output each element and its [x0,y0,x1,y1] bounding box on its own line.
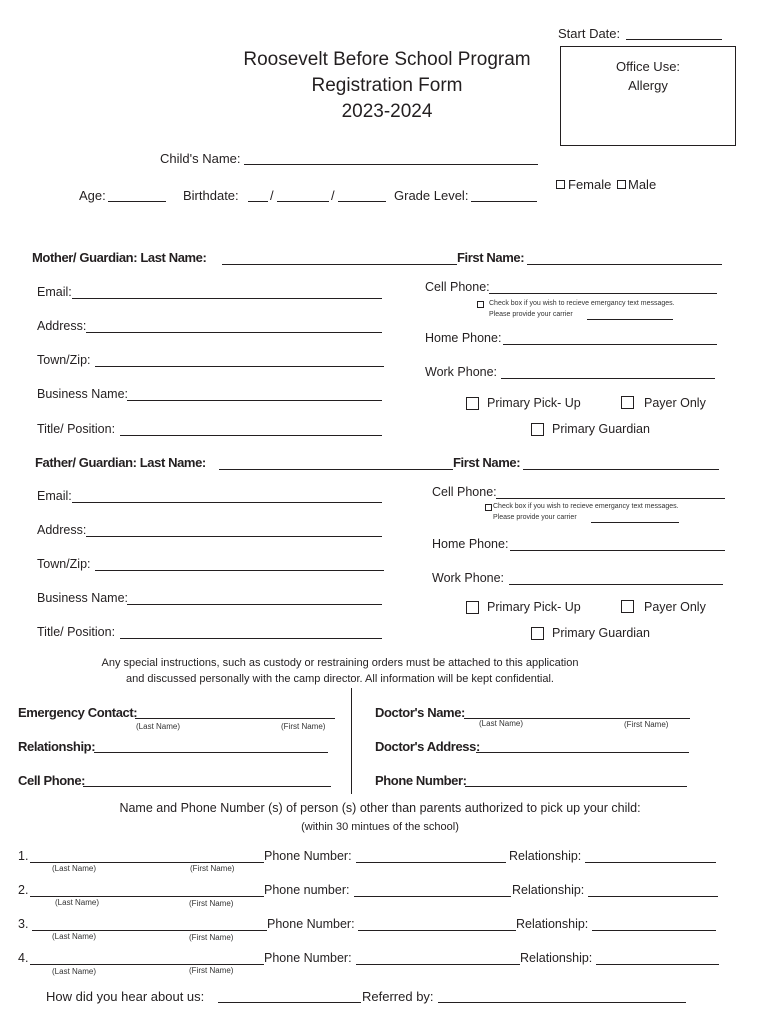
father-primary-guardian-checkbox[interactable] [531,627,544,640]
form-title: Roosevelt Before School Program Registration Form 2023-2024 [243,49,531,122]
pickup-row-number: 2. [18,883,29,897]
grade-level-field[interactable] [471,201,537,202]
mother-last-name-label: Mother/ Guardian: Last Name: [32,250,207,265]
pickup-phone-label: Phone Number: [267,917,355,931]
doctor-address-label: Doctor's Address: [375,739,480,754]
father-payer-only-checkbox[interactable] [621,600,634,613]
male-label: Male [628,177,657,192]
start-date-field[interactable] [626,39,722,40]
mother-town-zip-label: Town/Zip: [37,353,91,367]
pickup-relationship-field[interactable] [596,964,719,965]
birthdate-year-field[interactable] [338,201,386,202]
pickup-first-hint: (First Name) [190,864,235,873]
pickup-name-field[interactable] [32,930,267,931]
emergency-relationship-field[interactable] [94,752,328,753]
mother-primary-guardian-label: Primary Guardian [552,422,650,436]
emergency-cell-label: Cell Phone: [18,773,86,788]
pickup-phone-field[interactable] [356,862,506,863]
pickup-first-hint: (First Name) [189,899,234,908]
mother-first-name-field[interactable] [527,264,722,265]
emergency-cell-field[interactable] [83,786,331,787]
age-label: Age: [79,188,106,203]
mother-email-field[interactable] [72,298,382,299]
section-divider [351,688,352,794]
pickup-row-number: 4. [18,951,29,965]
birthdate-month-field[interactable] [248,201,268,202]
referred-by-label: Referred by: [362,989,434,1004]
father-business-label: Business Name: [37,591,129,605]
father-cell-field[interactable] [496,498,725,499]
father-primary-pickup-checkbox[interactable] [466,601,479,614]
pickup-relationship-field[interactable] [592,930,716,931]
father-carrier-field[interactable] [591,522,679,523]
grade-level-label: Grade Level: [394,188,469,203]
pickup-name-field[interactable] [30,896,264,897]
mother-work-label: Work Phone: [425,365,498,379]
doctor-phone-label: Phone Number: [375,773,467,788]
emergency-contact-label: Emergency Contact: [18,705,138,720]
emergency-relationship-label: Relationship: [18,739,96,754]
mother-text-checkbox[interactable] [477,301,484,308]
doctor-phone-field[interactable] [465,786,687,787]
pickup-name-field[interactable] [30,964,264,965]
pickup-subheading: (within 30 mintues of the school) [301,821,459,833]
mother-title-field[interactable] [120,435,382,436]
mother-primary-pickup-checkbox[interactable] [466,397,479,410]
mother-payer-only-checkbox[interactable] [621,396,634,409]
mother-address-label: Address: [37,319,87,333]
start-date-label: Start Date: [558,26,621,41]
mother-cell-field[interactable] [489,293,717,294]
father-title-field[interactable] [120,638,382,639]
female-label: Female [568,177,612,192]
birthdate-label: Birthdate: [183,188,239,203]
father-last-name-label: Father/ Guardian: Last Name: [35,455,206,470]
father-text-check-note: Check box if you wish to recieve emergancy text messages. [493,503,679,510]
father-last-name-field[interactable] [219,469,453,470]
pickup-row-number: 3. [18,917,29,931]
pickup-row-number: 1. [18,849,29,863]
mother-primary-guardian-checkbox[interactable] [531,423,544,436]
referred-by-field[interactable] [438,1002,686,1003]
age-field[interactable] [108,201,166,202]
pickup-last-hint: (Last Name) [52,864,97,873]
pickup-relationship-label: Relationship: [509,849,582,863]
mother-business-label: Business Name: [37,387,129,401]
birthdate-day-field[interactable] [277,201,329,202]
father-town-zip-label: Town/Zip: [37,557,91,571]
hear-about-label: How did you hear about us: [46,989,205,1004]
mother-last-name-field[interactable] [222,264,457,265]
mother-cell-label: Cell Phone: [425,280,490,294]
mother-town-zip-field[interactable] [95,366,384,367]
father-title-label: Title/ Position: [37,625,116,639]
mother-carrier-note: Please provide your carrier [489,311,573,318]
child-name-label: Child's Name: [160,151,241,166]
pickup-relationship-field[interactable] [588,896,718,897]
mother-carrier-field[interactable] [587,319,673,320]
pickup-relationship-field[interactable] [585,862,716,863]
mother-text-check-note: Check box if you wish to recieve emergancy text messages. [489,300,675,307]
pickup-last-hint: (Last Name) [52,967,97,976]
pickup-relationship-label: Relationship: [520,951,593,965]
mother-work-field[interactable] [501,378,715,379]
mother-first-name-label: First Name: [457,250,525,265]
pickup-name-field[interactable] [30,862,264,863]
father-text-checkbox[interactable] [485,504,492,511]
confidential-notice: Any special instructions, such as custody or restraining orders must be attached to this application and discussed personally with the camp director. All information will be kept confidential. [101,657,579,685]
father-primary-guardian-label: Primary Guardian [552,626,650,640]
male-checkbox[interactable] [617,180,626,189]
pickup-heading: Name and Phone Number (s) of person (s) other than parents authorized to pick up your child: [119,801,641,815]
doctor-first-name-hint: (First Name) [624,720,669,729]
father-town-zip-field[interactable] [95,570,384,571]
pickup-phone-label: Phone number: [264,883,350,897]
mother-home-field[interactable] [503,344,717,345]
father-email-field[interactable] [72,502,382,503]
father-address-label: Address: [37,523,87,537]
pickup-relationship-label: Relationship: [516,917,589,931]
pickup-last-hint: (Last Name) [52,932,97,941]
emergency-contact-field[interactable] [135,718,335,719]
pickup-first-hint: (First Name) [189,966,234,975]
female-checkbox[interactable] [556,180,565,189]
mother-payer-only-label: Payer Only [644,396,706,410]
father-payer-only-label: Payer Only [644,600,706,614]
emergency-first-name-hint: (First Name) [281,722,326,731]
mother-email-label: Email: [37,285,72,299]
father-address-field[interactable] [86,536,382,537]
allergy-label: Allergy [628,78,668,93]
doctor-name-label: Doctor's Name: [375,705,465,720]
father-email-label: Email: [37,489,72,503]
mother-primary-pickup-label: Primary Pick- Up [487,396,581,410]
pickup-relationship-label: Relationship: [512,883,585,897]
father-work-field[interactable] [509,584,723,585]
pickup-first-hint: (First Name) [189,933,234,942]
father-cell-label: Cell Phone: [432,485,497,499]
hear-about-field[interactable] [218,1002,361,1003]
pickup-phone-field[interactable] [358,930,516,931]
father-carrier-note: Please provide your carrier [493,514,577,521]
child-name-field[interactable] [244,164,538,165]
father-work-label: Work Phone: [432,571,505,585]
father-primary-pickup-label: Primary Pick- Up [487,600,581,614]
father-first-name-label: First Name: [453,455,521,470]
pickup-last-hint: (Last Name) [55,898,100,907]
pickup-phone-label: Phone Number: [264,849,352,863]
mother-address-field[interactable] [86,332,382,333]
father-home-field[interactable] [510,550,725,551]
pickup-phone-label: Phone Number: [264,951,352,965]
father-home-label: Home Phone: [432,537,509,551]
mother-title-label: Title/ Position: [37,422,116,436]
doctor-address-field[interactable] [476,752,689,753]
mother-business-field[interactable] [127,400,382,401]
mother-home-label: Home Phone: [425,331,502,345]
pickup-phone-field[interactable] [354,896,511,897]
doctor-last-name-hint: (Last Name) [479,719,524,728]
office-use-box [560,46,736,146]
pickup-phone-field[interactable] [356,964,520,965]
emergency-last-name-hint: (Last Name) [136,722,181,731]
father-first-name-field[interactable] [523,469,719,470]
office-use-label: Office Use: [615,59,681,74]
father-business-field[interactable] [127,604,382,605]
